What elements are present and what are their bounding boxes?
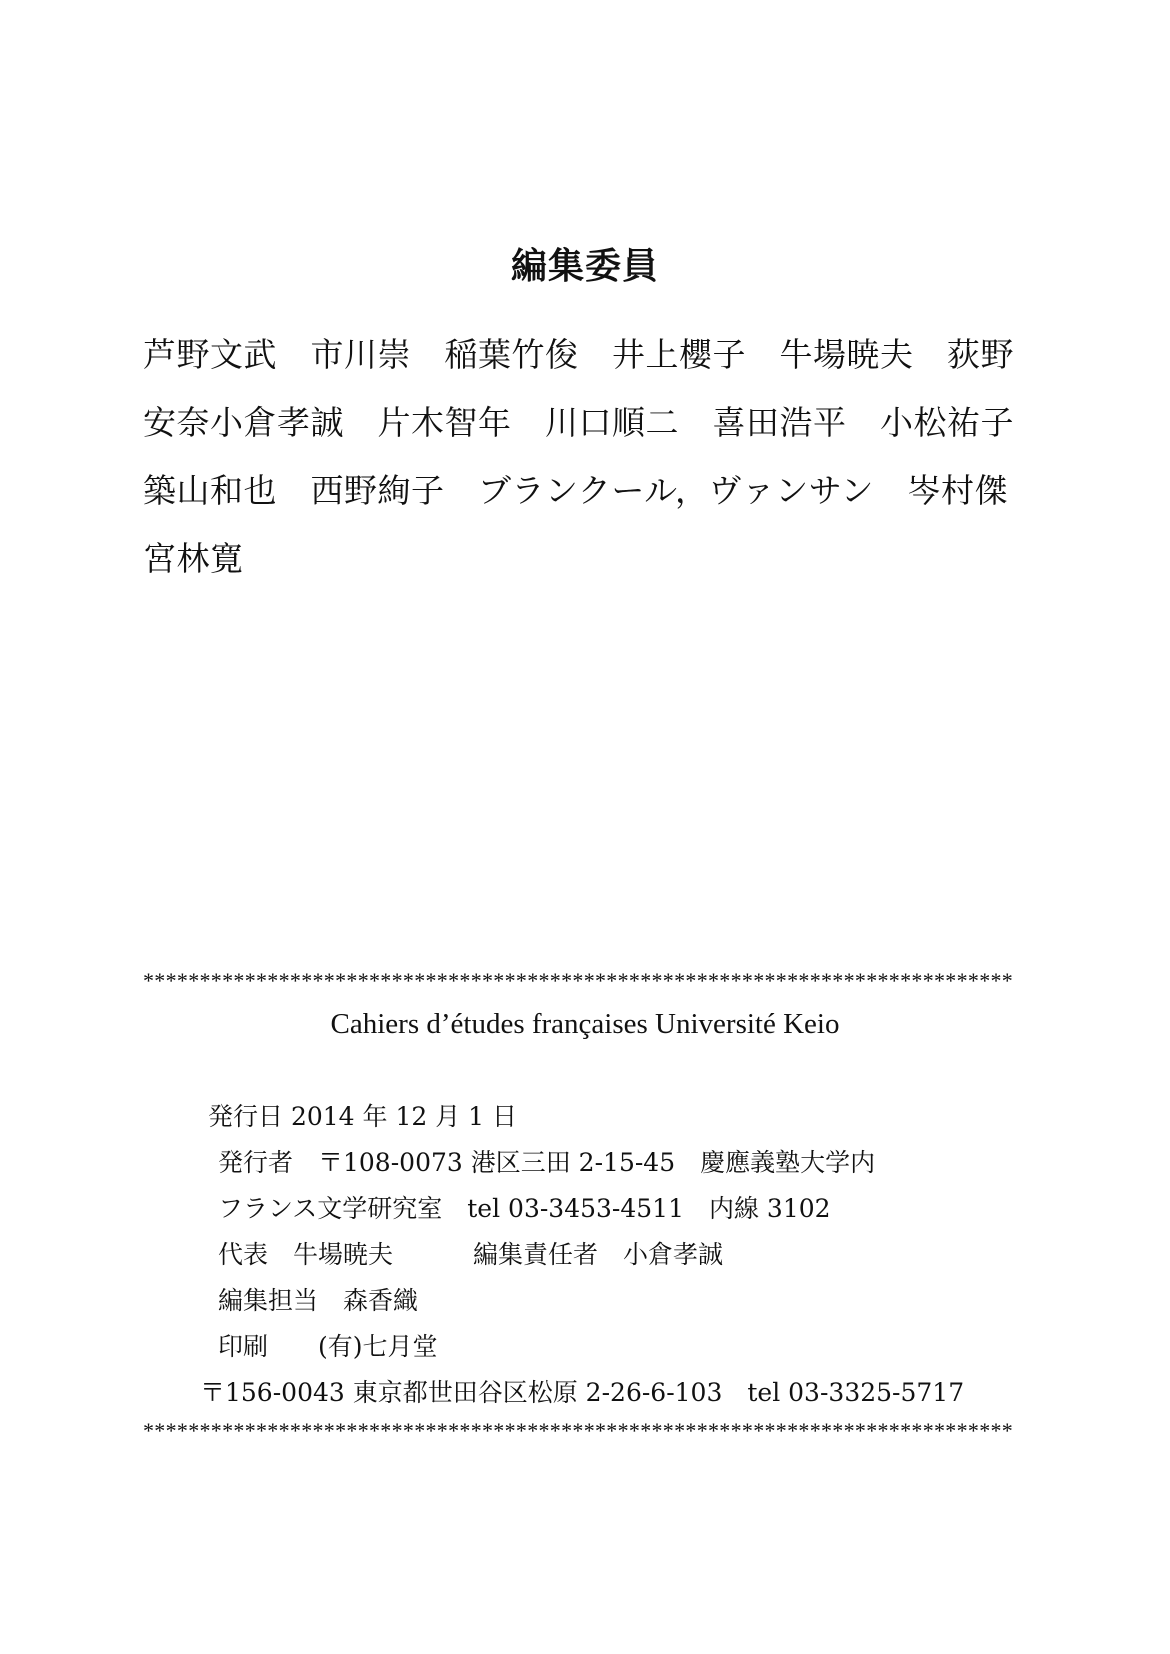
- representative-line: [218, 1238, 723, 1272]
- publisher-line: 発行者 〒108-0073 港区三田 2-15-45 慶應義塾大学内: [218, 1148, 876, 1177]
- printer-address: 〒156-0043 東京都世田谷区松原 2-26-6-103 tel 03-3325-5717: [200, 1378, 965, 1407]
- department-line: フランス文学研究室 tel 03-3453-4511 内線 3102: [218, 1194, 831, 1223]
- member-line: 築山和也 西野絢子 ブランクール，ヴァンサン 岑村傑: [143, 471, 1009, 510]
- journal-title: Cahiers d’études françaises Université Keio: [330, 1008, 840, 1040]
- issue-date: 発行日 2014 年 12 月 1 日: [208, 1102, 518, 1131]
- member-line: 芦野文武 市川崇 稲葉竹俊 井上櫻子 牛場暁夫 荻野: [143, 335, 1014, 374]
- editor-in-charge: 編集担当 森香織: [218, 1286, 419, 1315]
- separator-top: *****************************************************************************: [143, 968, 1013, 993]
- chief-editor: 編集責任者 小倉孝誠: [473, 1240, 724, 1269]
- separator-bottom: *****************************************************************************: [143, 1418, 1013, 1443]
- page-title: 編集委員: [510, 245, 659, 287]
- editorial-committee-list: [143, 332, 1043, 604]
- printing-line: 印刷 (有)七月堂: [218, 1332, 438, 1361]
- member-line: 宮林寛: [143, 539, 244, 578]
- representative: 代表 牛場暁夫: [218, 1240, 394, 1269]
- member-line: 安奈小倉孝誠 片木智年 川口順二 喜田浩平 小松祐子: [143, 403, 1014, 442]
